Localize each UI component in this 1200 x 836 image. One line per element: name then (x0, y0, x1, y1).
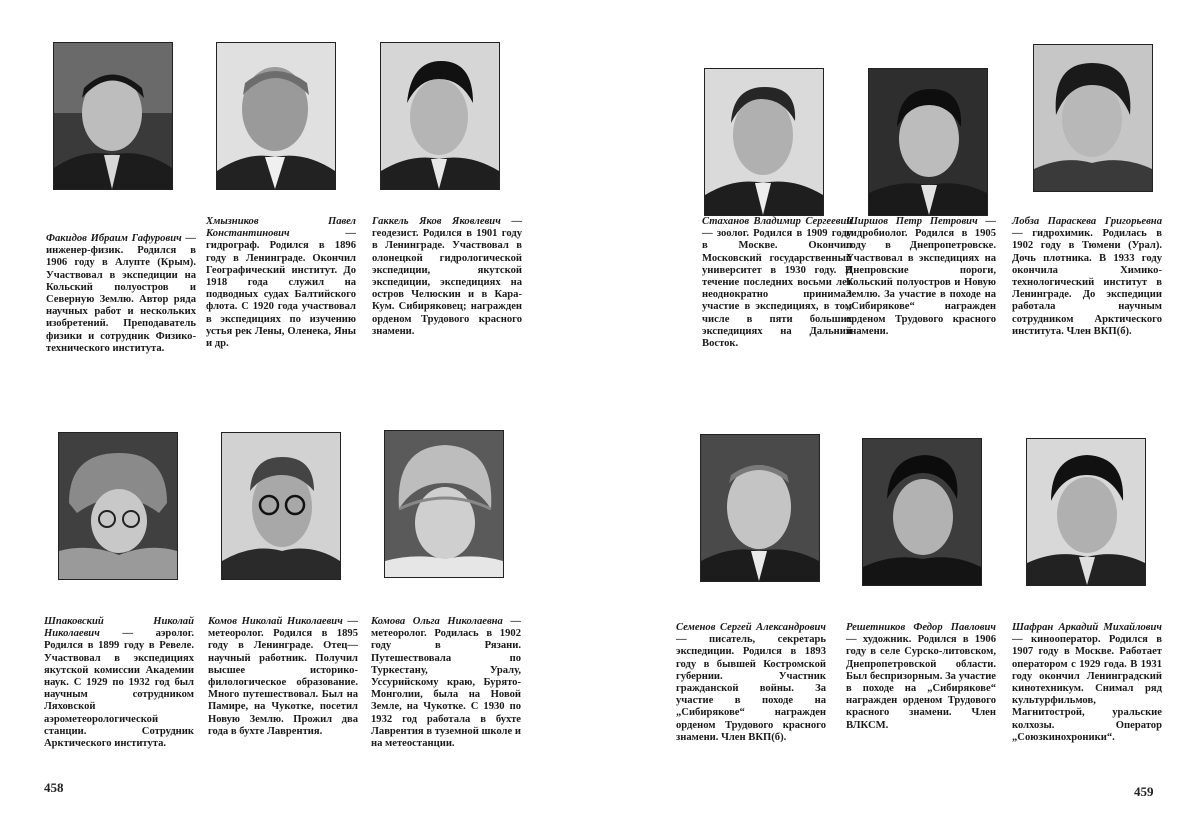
biography-text (208, 616, 358, 738)
portrait-photo (704, 68, 824, 216)
person-name: Решетников Федор Павлович (846, 622, 996, 633)
person-description: — гидробиолог. Родился в 1905 году в Днепропетровске. Участвовал в экспедициях на Днепровские пороги, Кольский полуостров и Новую Землю. За участие в походе на „Сибирякове“ награжден орденом Трудового красного знамени. (846, 216, 996, 337)
person-name: Шпаковский Николай Николаевич (44, 616, 194, 640)
biography-text (1012, 622, 1162, 744)
page-number: 458 (44, 780, 64, 795)
portrait-man-icon (1027, 439, 1145, 585)
person-name: Гаккель Яков Яковлевич (372, 216, 501, 227)
portrait-photo (862, 438, 982, 586)
person-name: Комова Ольга Николаевна (371, 616, 503, 627)
portrait-man-icon (381, 43, 499, 189)
biography-text (846, 216, 996, 338)
person-description: — художник. Родился в 1906 году в селе Сурско-литовском, Днепропетровской области. Был беспризорным. За участие в походе на „Сибирякове“ награжден орденом Трудового красного знамени. Член ВЛКСМ. (846, 634, 996, 731)
person-description: — метеоролог. Родился в 1895 году в Ленинграде. Отец—научный работник. Получил высшее историко-филологическое образование. Много путешествовал. Был на Памире, на Чукотке, посетил Новую Землю. Прожил два года в бухте Лаврентия. (208, 616, 359, 737)
person-description: — гидрохимик. Родилась в 1902 году в Тюмени (Урал). Дочь плотника. В 1933 году окончила Химико-технологический институт в Ленинграде. До экспедиции работала научным сотрудником Арктического института. Член ВКП(б). (1012, 228, 1162, 337)
biography-text (371, 616, 521, 750)
portrait-man-icon (59, 433, 177, 579)
portrait-man-icon (54, 43, 172, 189)
portrait-photo (384, 430, 504, 578)
portrait-man-icon (863, 439, 981, 585)
portrait-man-icon (701, 435, 819, 581)
page-number: 459 (1134, 784, 1154, 799)
person-description: — геодезист. Родился в 1901 году в Ленинграде. Участвовал в олонецкой гидрологической экспедиции, якутской экспедиции, экспедициях на остров Челюскин и в Кара-Кум. Сибиряковец; награжден орденом Трудового красного знамени. (372, 216, 522, 337)
person-description: — писатель, секретарь экспедиции. Родился в 1893 году в бывшей Костромской губернии. Участник гражданской войны. За участие в походе на „Сибирякове“ награжден орденом Трудового красного знамени. Член ВКП(б). (676, 634, 826, 743)
person-name: Ширшов Петр Петрович (846, 216, 978, 227)
portrait-photo (216, 42, 336, 190)
biography-text (372, 216, 522, 338)
biography-text (1012, 216, 1162, 338)
person-name: Хмызников Павел Константинович (206, 216, 356, 240)
person-name: Шафран Аркадий Михайлович (1012, 622, 1162, 633)
portrait-photo (380, 42, 500, 190)
portrait-photo (58, 432, 178, 580)
portrait-photo (53, 42, 173, 190)
person-description: — кинооператор. Родился в 1907 году в Москве. Работает оператором с 1929 года. В 1931 году окончил Ленинградский кинотехникум. Снимал ряд культурфильмов, Магнитострой, уральские колхозы. Оператор „Союзкинохроники“. (1012, 634, 1162, 743)
person-description: — гидрограф. Родился в 1896 году в Ленинграде. Окончил Географический институт. До 1918 года служил на подводных судах Балтийского флота. С 1920 года участвовал в экспедициях по изучению устья рек Лены, Оленека, Яны и др. (206, 228, 356, 350)
person-name: Лобза Параскева Григорьевна (1012, 216, 1162, 227)
portrait-man-icon (705, 69, 823, 215)
portrait-photo (1026, 438, 1146, 586)
portrait-photo (700, 434, 820, 582)
person-name: Семенов Сергей Александрович (676, 622, 826, 633)
biography-text (702, 216, 852, 350)
portrait-woman-icon (1034, 45, 1152, 191)
biography-text (846, 622, 996, 732)
right-page (600, 0, 1200, 836)
biography-text (46, 233, 196, 355)
portrait-man-icon (222, 433, 340, 579)
person-description: — аэролог. Родился в 1899 году в Ревеле. Участвовал в экспедициях якутской комиссии Академии наук. С 1929 по 1932 год был научным сотрудником Ляховской аэрометеорологической станции. Сотрудник Арктического института. (44, 628, 194, 750)
person-name: Факидов Ибраим Гафурович (46, 233, 182, 244)
person-description: — метеоролог. Родилась в 1902 году в Рязани. Путешествовала по Туркестану, Уралу, Уссурийскому краю, Бурято-Монголии, была на Новой Земле, на Чукотке. С 1930 по 1932 год работала в бухте Лаврентия в туземной школе и на метеостанции. (371, 616, 521, 750)
portrait-man-icon (869, 69, 987, 215)
biography-text (676, 622, 826, 744)
portrait-man-icon (217, 43, 335, 189)
biography-text (44, 616, 194, 750)
portrait-woman-icon (385, 431, 503, 577)
portrait-photo (868, 68, 988, 216)
portrait-photo (221, 432, 341, 580)
person-description: — инженер-физик. Родился в 1906 году в Алупте (Крым). Участвовал в экспедиции на Кольский полуостров и Северную Землю. Автор ряда научных работ и нескольких изобретений. Преподаватель физики и сотрудник Физико-технического института. (46, 233, 196, 354)
person-name: Комов Николай Николаевич (208, 616, 343, 627)
person-description: — зоолог. Родился в 1909 году в Москве. Окончил Московский государственный университет в 1930 году. В течение последних восьми лет неоднократно принимал участие в экспедициях, в том числе в пяти больших экспедициях на Дальний Восток. (702, 228, 852, 350)
biography-text (206, 216, 356, 350)
portrait-photo (1033, 44, 1153, 192)
person-name: Стаханов Владимир Сергеевич (702, 216, 852, 227)
